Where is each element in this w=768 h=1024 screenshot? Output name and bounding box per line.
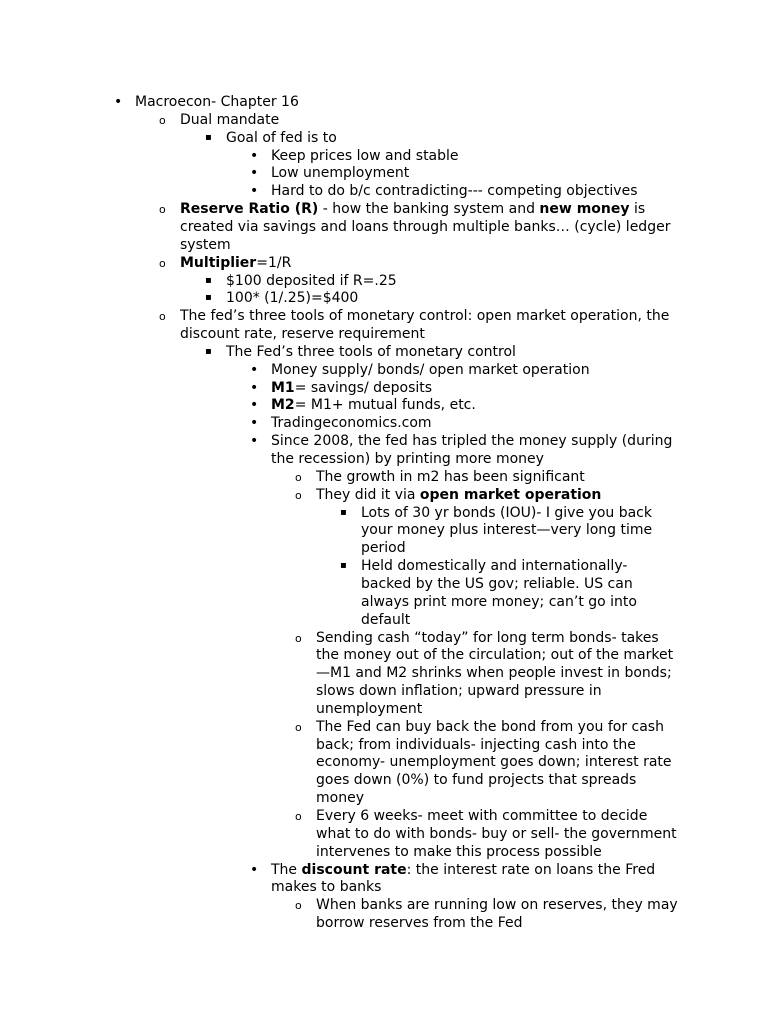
- outline-line: [340, 557, 628, 575]
- line-text: —M1 and M2 shrinks when people invest in bonds;: [316, 665, 672, 682]
- line-text: default: [361, 611, 411, 628]
- disc-bullet-icon: •: [250, 415, 259, 432]
- disc-bullet-icon: •: [114, 94, 123, 110]
- disc-bullet-icon: •: [250, 361, 259, 378]
- outline-line: [295, 468, 585, 486]
- line-text: discount rate, reserve requirement: [180, 326, 425, 343]
- outline-line: [159, 111, 280, 129]
- circle-bullet-icon: o: [295, 488, 302, 502]
- line-text: what to do with bonds- buy or sell- the government: [316, 825, 677, 842]
- outline-line: [316, 914, 523, 932]
- outline-line: [361, 593, 637, 611]
- outline-line: [250, 861, 656, 879]
- square-bullet-icon: ▪: [340, 506, 347, 518]
- line-text: goes down (0%) to fund projects that spreads: [316, 772, 637, 789]
- outline-line: [361, 521, 652, 539]
- line-text: Low unemployment: [271, 165, 410, 182]
- line-text: Keep prices low and stable: [271, 147, 459, 164]
- line-text: Money supply/ bonds/ open market operation: [271, 361, 590, 378]
- bold-term: M2: [271, 397, 295, 414]
- outline-line: [295, 807, 648, 825]
- outline-line: [159, 200, 646, 218]
- outline-line: [316, 682, 602, 700]
- circle-bullet-icon: o: [159, 203, 166, 217]
- disc-bullet-icon: •: [250, 165, 259, 182]
- line-text: The growth in m2 has been significant: [316, 468, 585, 485]
- circle-bullet-icon: o: [159, 113, 166, 127]
- line-text: Tradingeconomics.com: [271, 415, 432, 432]
- outline-line: [316, 664, 672, 682]
- disc-bullet-icon: •: [250, 861, 259, 878]
- line-text: Sending cash “today” for long term bonds- takes: [316, 629, 659, 646]
- circle-bullet-icon: o: [295, 899, 302, 913]
- outline-line: [159, 254, 292, 272]
- outline-line: [316, 646, 673, 664]
- outline-line: [159, 307, 670, 325]
- line-text: = savings/ deposits: [294, 379, 433, 396]
- line-text: unemployment: [316, 700, 423, 717]
- bold-term: new money: [539, 201, 630, 218]
- disc-bullet-icon: •: [250, 433, 259, 450]
- disc-bullet-icon: •: [250, 397, 259, 414]
- line-text: created via savings and loans through multiple banks… (cycle) ledger: [180, 218, 671, 235]
- line-text: When banks are running low on reserves, they may: [316, 897, 678, 914]
- line-text: The: [271, 861, 302, 878]
- line-text: back; from individuals- injecting cash into the: [316, 736, 636, 753]
- outline-line: [250, 379, 433, 397]
- bold-term: Multiplier: [180, 254, 257, 271]
- line-text: $100 deposited if R=.25: [226, 272, 397, 289]
- line-text: your money plus interest—very long time: [361, 522, 653, 539]
- square-bullet-icon: ▪: [205, 274, 212, 286]
- outline-line: [295, 718, 664, 736]
- outline-line: [180, 236, 231, 254]
- outline-line: [316, 771, 636, 789]
- line-text: = M1+ mutual funds, etc.: [294, 397, 476, 414]
- outline-line: [316, 843, 602, 861]
- square-bullet-icon: ▪: [205, 131, 212, 143]
- line-text: economy- unemployment goes down; interest rate: [316, 754, 672, 771]
- outline-line: [316, 825, 677, 843]
- outline-line: [316, 736, 636, 754]
- outline-line: [295, 629, 659, 647]
- outline-line: [316, 753, 672, 771]
- line-text: The fed’s three tools of monetary control: open market operation, the: [180, 308, 670, 325]
- outline-line: [361, 539, 406, 557]
- outline-line: [250, 361, 590, 379]
- circle-bullet-icon: o: [295, 720, 302, 734]
- outline-line: [316, 700, 422, 718]
- line-text: Goal of fed is to: [226, 129, 337, 146]
- line-text: : the interest rate on loans the Fred: [406, 861, 656, 878]
- line-text: system: [180, 236, 231, 253]
- outline-line: [316, 789, 364, 807]
- line-text: backed by the US gov; reliable. US can: [361, 575, 633, 592]
- line-text: Every 6 weeks- meet with committee to decide: [316, 808, 648, 824]
- line-text: always print more money; can’t go into: [361, 593, 637, 610]
- outline-line: [250, 182, 638, 200]
- disc-bullet-icon: •: [250, 147, 259, 164]
- line-text: makes to banks: [271, 879, 382, 896]
- bold-term: Reserve Ratio (R): [180, 201, 319, 218]
- outline-line: [250, 414, 432, 432]
- outline-line: [180, 218, 670, 236]
- line-text: borrow reserves from the Fed: [316, 915, 523, 932]
- outline-line: [250, 147, 459, 165]
- outline-line: [205, 289, 359, 307]
- circle-bullet-icon: o: [295, 470, 302, 484]
- outline-line: [295, 486, 602, 504]
- line-text: slows down inflation; upward pressure in: [316, 683, 602, 700]
- line-text: They did it via: [316, 486, 420, 503]
- circle-bullet-icon: o: [295, 810, 302, 823]
- outline-line: [114, 93, 299, 111]
- outline-line: [205, 129, 337, 147]
- outline-line: [180, 325, 425, 343]
- square-bullet-icon: ▪: [205, 345, 212, 357]
- line-text: The Fed’s three tools of monetary control: [226, 343, 516, 360]
- outline-line: [250, 432, 673, 450]
- line-text: money: [316, 790, 364, 807]
- disc-bullet-icon: •: [250, 183, 259, 200]
- line-text: Hard to do b/c contradicting--- competing objectives: [271, 183, 638, 200]
- line-text: the money out of the circulation; out of the market: [316, 647, 674, 664]
- circle-bullet-icon: o: [295, 631, 302, 645]
- circle-bullet-icon: o: [159, 310, 166, 324]
- outline-line: [295, 896, 678, 914]
- disc-bullet-icon: •: [250, 379, 259, 396]
- bold-term: open market operation: [419, 486, 602, 503]
- bold-term: M1: [271, 379, 295, 396]
- line-text: - how the banking system and: [318, 201, 540, 218]
- line-text: intervenes to make this process possible: [316, 843, 602, 860]
- outline-line: [271, 878, 381, 896]
- outline-line: [205, 272, 397, 290]
- outline-line: [250, 164, 410, 182]
- line-text: Dual mandate: [180, 111, 280, 128]
- line-text: the recession) by printing more money: [271, 451, 544, 467]
- line-text: 100* (1/.25)=$400: [226, 290, 359, 307]
- line-text: period: [361, 540, 406, 557]
- line-text: Held domestically and internationally-: [361, 558, 628, 575]
- bold-term: discount rate: [301, 861, 407, 878]
- outline-line: [361, 575, 633, 593]
- line-text: Lots of 30 yr bonds (IOU)- I give you back: [361, 504, 652, 521]
- outline-line: [205, 343, 516, 361]
- square-bullet-icon: ▪: [205, 292, 212, 304]
- outline-line: [361, 611, 410, 629]
- outline-line: [250, 396, 476, 414]
- line-text: Since 2008, the fed has tripled the money supply (during: [271, 433, 673, 450]
- square-bullet-icon: ▪: [340, 560, 347, 572]
- circle-bullet-icon: o: [159, 256, 166, 270]
- outline-line: [271, 450, 544, 468]
- line-text: The Fed can buy back the bond from you for cash: [316, 718, 664, 735]
- line-text: is: [629, 201, 646, 218]
- line-text: =1/R: [256, 254, 292, 271]
- outline-line: [340, 504, 652, 522]
- line-text: Macroecon- Chapter 16: [135, 94, 299, 110]
